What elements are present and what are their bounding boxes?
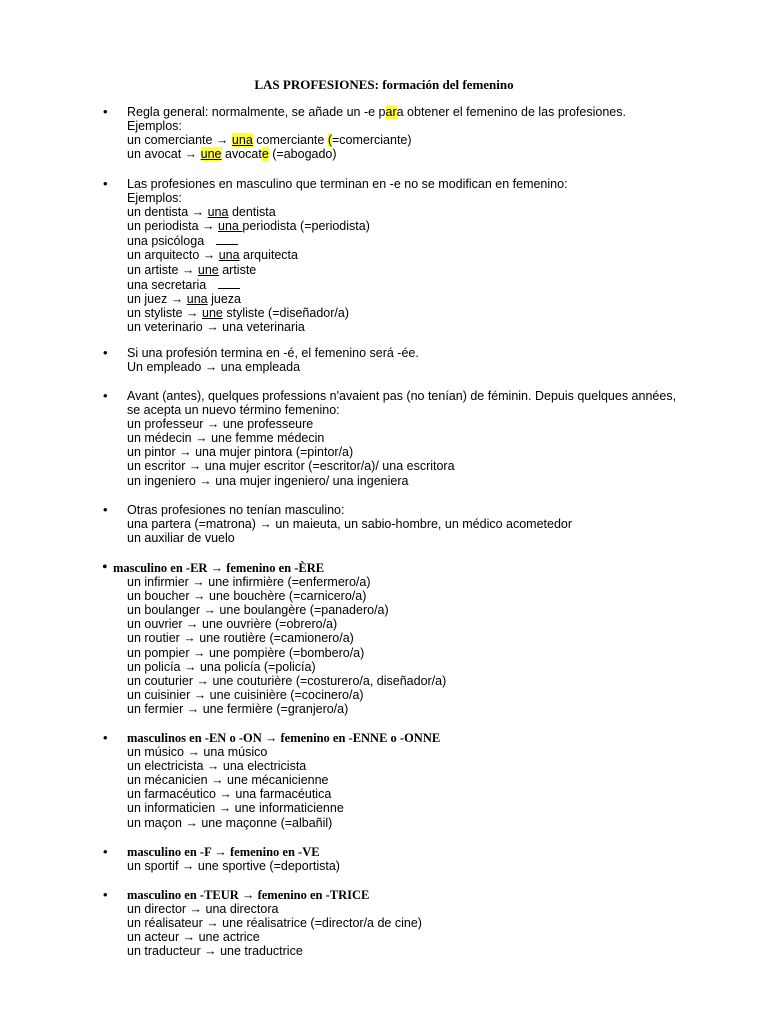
text-segment: Ejemplos: [127, 119, 182, 134]
text-segment: Un empleado → una empleada [127, 360, 301, 375]
text-segment: (=abogado) [268, 147, 337, 162]
text-segment: un boulanger → une boulangère (=panadero/a) [127, 603, 389, 618]
text-segment: un periodista → [127, 219, 219, 234]
text-segment: se acepta un nuevo término femenino: [127, 403, 340, 418]
text-segment: un routier → une routière (=camionero/a) [127, 631, 354, 646]
text-segment: dentista [228, 205, 276, 220]
highlighted-text: ( [327, 133, 332, 148]
text-segment: masculino en -TEUR → femenino en -TRICE [127, 888, 370, 902]
section-line [127, 233, 568, 248]
text-segment: un acteur → une actrice [127, 930, 260, 945]
highlighted-text: e [261, 147, 269, 162]
section-line [127, 674, 446, 688]
text-segment: un boucher → une bouchère (=carnicero/a) [127, 589, 367, 604]
text-segment: un ouvrier → une ouvrière (=obrero/a) [127, 617, 338, 632]
text-segment: un ingeniero → una mujer ingeniero/ una ingeniera [127, 473, 409, 488]
text-segment: un pompier → une pompière (=bombero/a) [127, 645, 365, 660]
section-line [127, 320, 568, 334]
section-line [127, 306, 568, 320]
underlined-text: una [207, 205, 229, 220]
text-segment: masculinos en -EN o -ON → femenino en -ENNE o -ONNE [127, 731, 441, 745]
section-line [127, 646, 446, 660]
text-segment: un mécanicien → une mécanicienne [127, 773, 329, 788]
section-line [127, 902, 422, 916]
document-title: LAS PROFESIONES: formación del femenino [254, 77, 514, 92]
section-line [127, 702, 446, 716]
section-line [127, 745, 440, 759]
section-line [127, 119, 626, 133]
highlighted-text: une [200, 147, 222, 162]
text-segment: un fermier → une fermière (=granjero/a) [127, 701, 349, 716]
underlined-text: una [186, 291, 208, 306]
text-segment: un maçon → une maçonne (=albañil) [127, 815, 333, 830]
fill-in-blank [218, 277, 240, 289]
text-segment: masculino en -ER → femenino en -ÈRE [113, 561, 325, 575]
text-segment: un director → una directora [127, 902, 279, 917]
text-segment: un escritor → una mujer escritor (=escritor/a)/ una escritora [127, 459, 455, 474]
text-segment: un informaticien → une informaticienne [127, 801, 344, 816]
section-heading-line [127, 845, 340, 859]
bullet-marker: • [103, 730, 108, 745]
section-line [127, 773, 440, 787]
section-line [127, 191, 568, 205]
section-line [127, 575, 446, 589]
section-line [127, 277, 568, 292]
section-line [127, 431, 676, 445]
text-segment: avocat [221, 147, 262, 162]
text-segment: un arquitecto → [127, 248, 219, 263]
text-segment: una psicóloga [127, 234, 205, 249]
section-line [127, 816, 440, 830]
section-line [127, 531, 572, 545]
bullet-marker: • [103, 502, 108, 517]
text-segment: un policía → una policía (=policía) [127, 659, 316, 674]
section-line [127, 759, 440, 773]
section-line [127, 292, 568, 306]
section-heading-line [127, 177, 568, 191]
text-segment: un styliste → [127, 305, 203, 320]
underlined-text: una [218, 219, 243, 234]
section-line [127, 603, 446, 617]
text-segment: Ejemplos: [127, 191, 182, 206]
underlined-text: une [202, 305, 223, 320]
section-line [127, 417, 676, 431]
text-segment: un infirmier → une infirmière (=enfermero/a) [127, 575, 371, 590]
text-segment: un auxiliar de vuelo [127, 531, 235, 546]
text-segment: jueza [207, 291, 241, 306]
text-segment: una secretaria [127, 277, 207, 292]
bullet-marker: • [103, 345, 108, 360]
section-line [127, 474, 676, 488]
text-segment: arquitecta [239, 248, 298, 263]
text-segment: comerciante [252, 133, 328, 148]
fill-in-blank [216, 233, 238, 245]
text-segment: Si una profesión termina en -é, el femenino será -ée. [127, 346, 419, 360]
section-line [127, 445, 676, 459]
section-heading-line [127, 731, 440, 745]
section-line [127, 916, 422, 930]
text-segment: masculino en -F → femenino en -VE [127, 845, 320, 859]
section-line [127, 660, 446, 674]
text-segment: Las profesiones en masculino que terminan en -e no se modifican en femenino: [127, 177, 568, 191]
text-segment: Avant (antes), quelques professions n'avaient pas (no tenían) de féminin. Depuis quelques années, [127, 389, 677, 403]
section-heading-line [127, 346, 419, 360]
bullet-marker: • [103, 388, 108, 403]
section-line [127, 517, 572, 531]
section-heading-line [127, 105, 626, 119]
text-segment: un músico → una músico [127, 745, 268, 760]
text-segment: un pintor → una mujer pintora (=pintor/a) [127, 445, 354, 460]
text-segment: un veterinario → una veterinaria [127, 319, 305, 334]
text-segment: un traducteur → une traductrice [127, 944, 303, 959]
text-segment: un dentista → [127, 205, 208, 220]
underlined-text: una [218, 248, 240, 263]
section-line [127, 219, 568, 233]
section-line [127, 944, 422, 958]
section-line [127, 930, 422, 944]
text-segment: un farmacéutico → una farmacéutica [127, 787, 332, 802]
text-segment: artiste [218, 262, 257, 277]
section-line [127, 147, 626, 161]
section-line [127, 360, 419, 374]
text-segment: un electricista → una electricista [127, 759, 307, 774]
text-segment: una partera (=matrona) → un maieuta, un sabio-hombre, un médico acometedor [127, 517, 573, 532]
text-segment: un comerciante → [127, 133, 232, 148]
bullet-marker: • [103, 844, 108, 859]
text-segment: Otras profesiones no tenían masculino: [127, 503, 345, 517]
text-segment: styliste (=diseñador/a) [222, 305, 349, 320]
section-line [127, 631, 446, 645]
bullet-marker: • [103, 104, 108, 119]
text-segment: un médecin → une femme médecin [127, 431, 325, 446]
text-segment: un sportif → une sportive (=deportista) [127, 859, 340, 874]
text-segment: a obtener el femenino de las profesiones. [396, 105, 626, 119]
section-line [127, 859, 340, 873]
section-line [127, 248, 568, 262]
section-line [127, 801, 440, 815]
underlined-text: une [197, 262, 219, 277]
text-segment: Regla general: normalmente, se añade un -e p [127, 105, 386, 119]
bullet-marker: • [103, 176, 108, 191]
section-line [127, 787, 440, 801]
text-segment: un artiste → [127, 262, 198, 277]
section-line [127, 459, 676, 473]
text-segment: un cuisinier → une cuisinière (=cocinero/a) [127, 687, 364, 702]
section-line [127, 688, 446, 702]
text-segment: un professeur → une professeure [127, 417, 314, 432]
text-segment: periodista (=periodista) [242, 219, 370, 234]
section-line [127, 133, 626, 147]
bullet-marker: • [103, 887, 108, 902]
text-segment: =comerciante) [331, 133, 412, 148]
section-heading-line [127, 503, 572, 517]
section-line [127, 403, 676, 417]
section-heading-line [127, 389, 676, 403]
section-line [127, 205, 568, 219]
text-segment: un juez → [127, 291, 187, 306]
section-line [127, 617, 446, 631]
text-segment: un avocat → [127, 147, 201, 162]
section-heading-line [113, 561, 446, 575]
text-segment: un couturier → une couturière (=costurero/a, diseñador/a) [127, 673, 447, 688]
highlighted-text: ar [385, 105, 397, 119]
section-line [127, 589, 446, 603]
highlighted-text: una [231, 133, 253, 148]
section-line [127, 263, 568, 277]
bullet-marker: • [102, 559, 108, 576]
text-segment: un réalisateur → une réalisatrice (=director/a de cine) [127, 916, 422, 931]
section-heading-line [127, 888, 422, 902]
